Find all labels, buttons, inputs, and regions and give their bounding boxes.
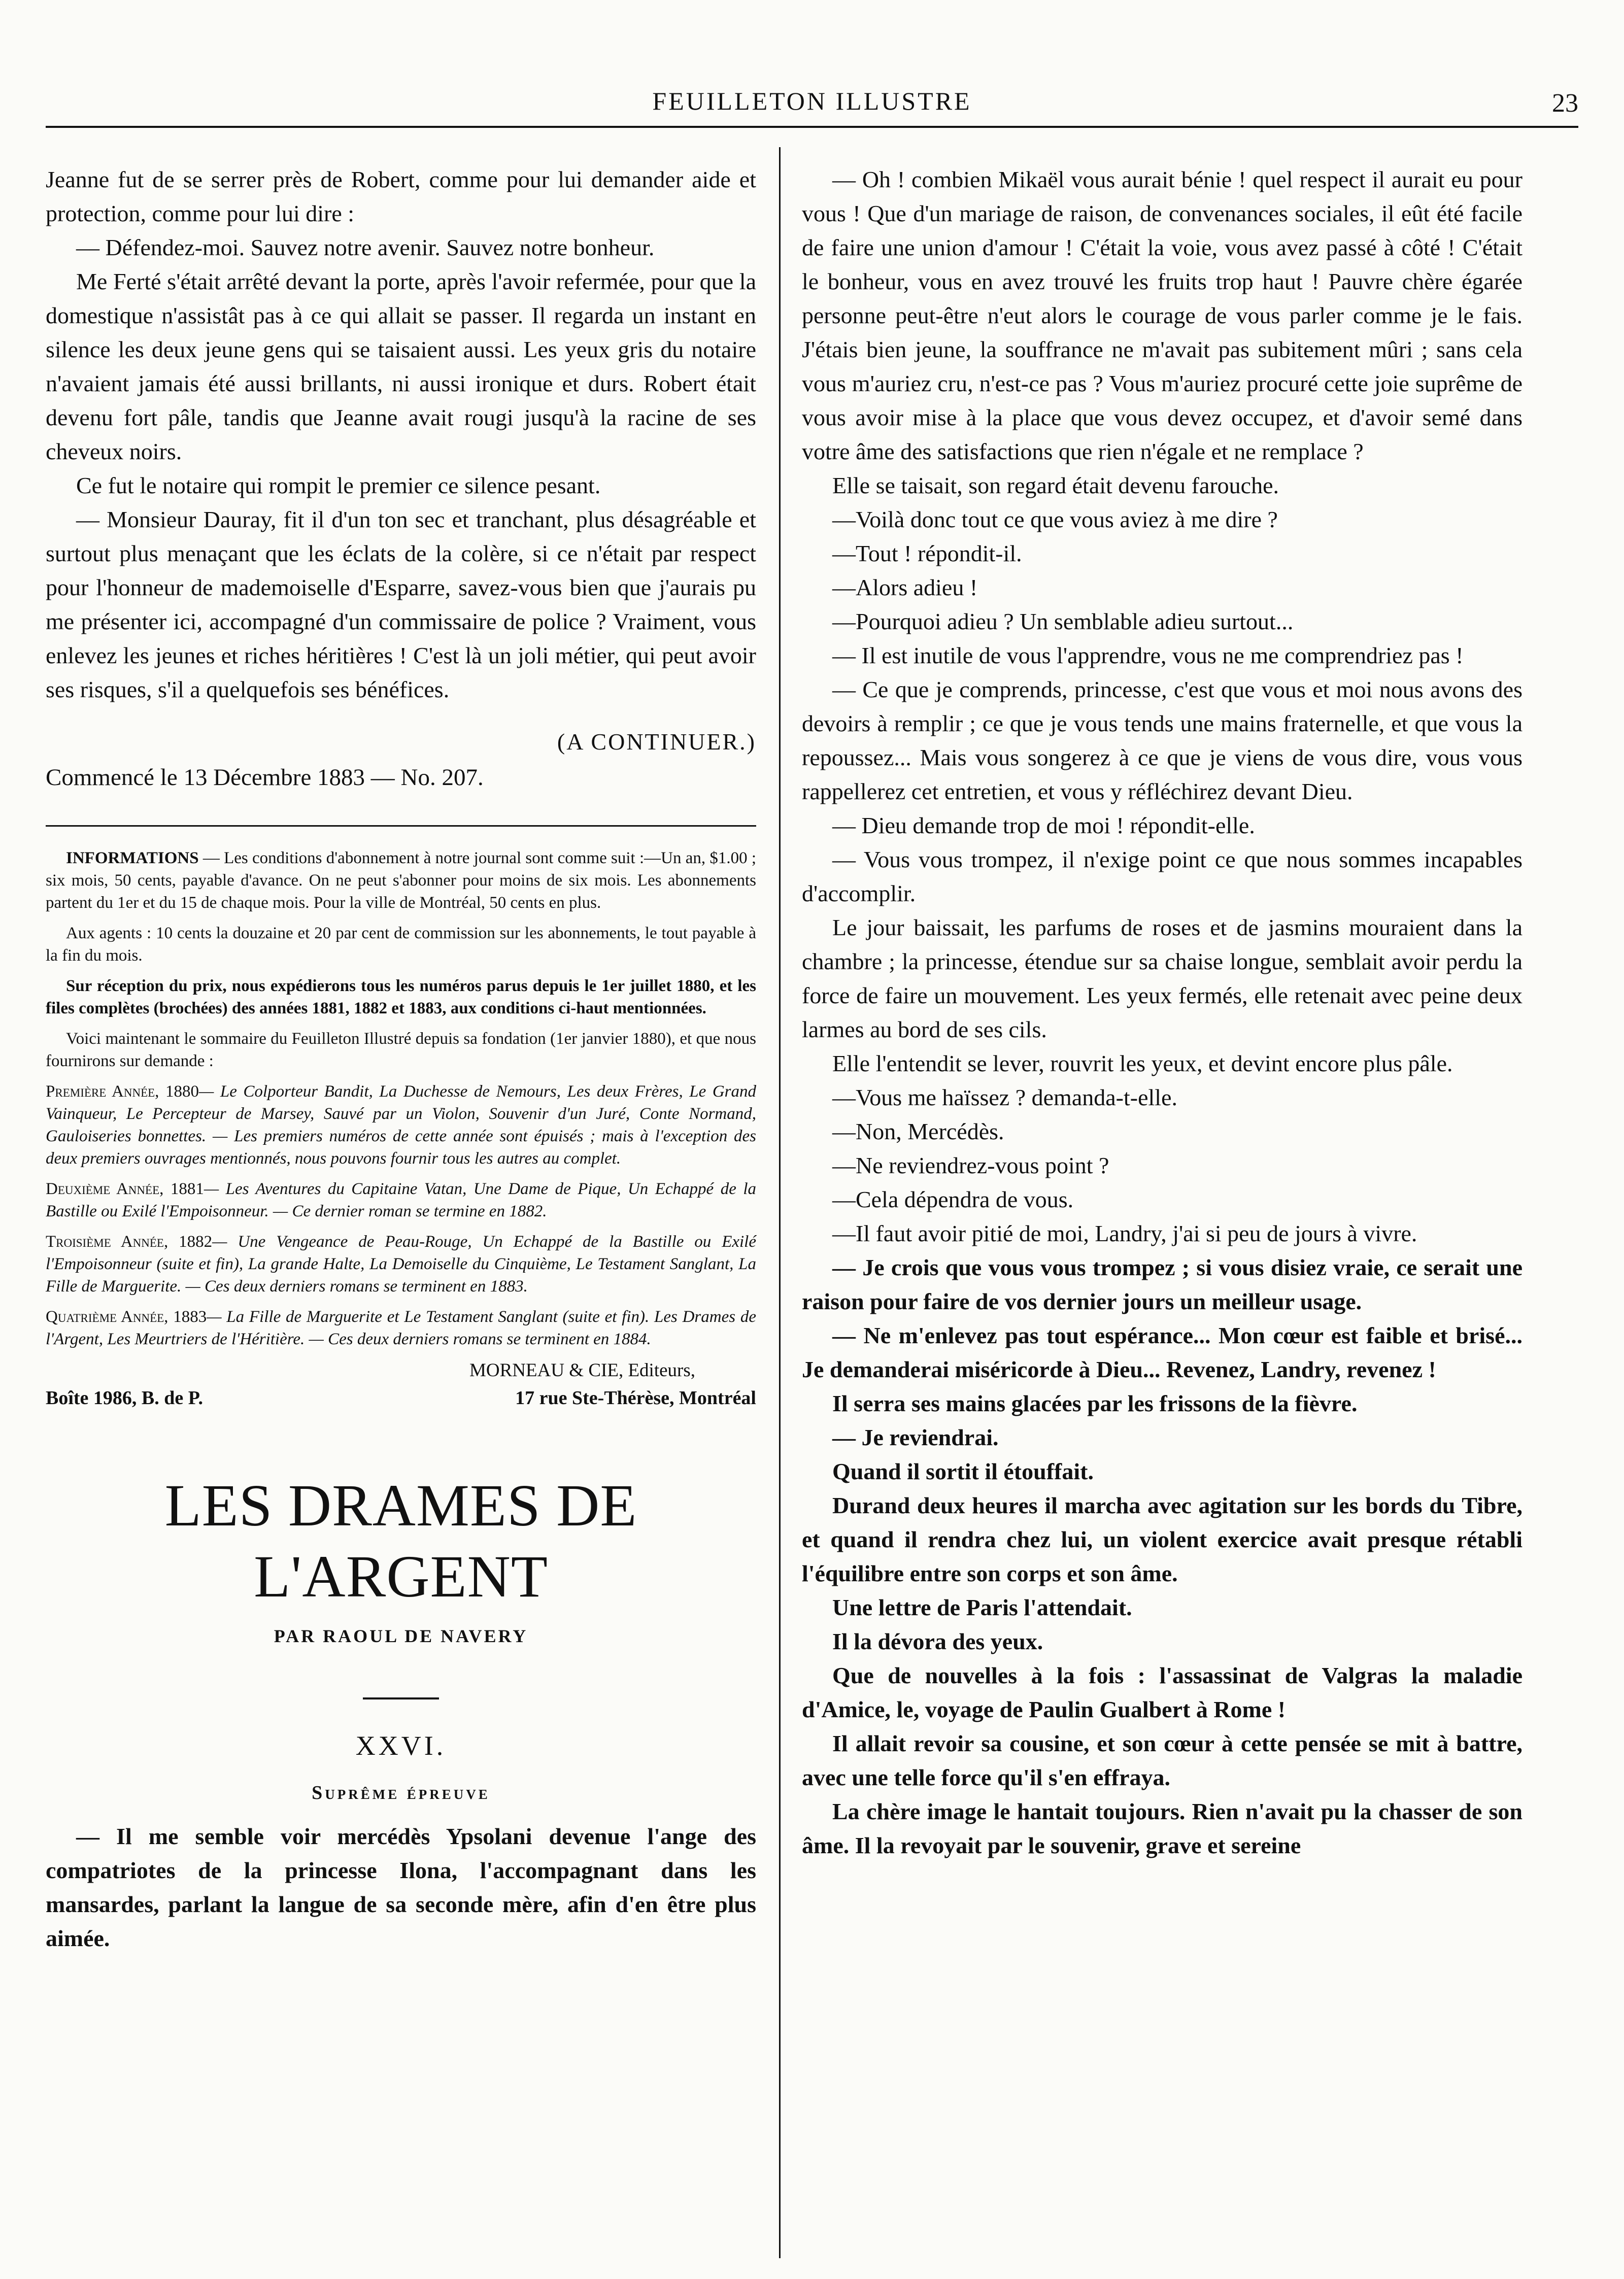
year-text: — Une Vengeance de Peau-Rouge, Un Echappé de la Bastille ou Exilé l'Empoisonneur (suite et fin), La grande Halte, La Demoiselle du Cinquième, Le Testament Sanglant, La Fille de Marguerite. — Ces deux derniers romans se terminent en 1883. xyxy=(46,1233,756,1296)
paragraph: — Je crois que vous vous trompez ; si vous disiez vraie, ce serait une raison pour faire de vos dernier jours un meilleur usage. xyxy=(802,1254,1522,1314)
year-entry xyxy=(46,1178,756,1222)
paragraph: — Oh ! combien Mikaël vous aurait bénie ! quel respect il aurait eu pour vous ! Que d'un mariage de raison, de convenances sociales, il eût été facile de faire une union d'amour ! C'était la voie, vous avez passé à côté ! C'était le bonheur, vous en avez trouvé les fruits trop haut ! Pauvre chère égarée personne peut-être n'eut alors le courage de vous parler comme je le fais. J'étais bien jeune, la souffrance ne m'avait pas subitement mûri ; sans cela vous m'auriez cru, n'est-ce pas ? Vous m'auriez procuré cette joie suprême de vous avoir mise à la place que vous devez occupez, et d'avoir semé dans votre âme des satisfactions que rien n'égale et ne remplace ? xyxy=(802,166,1522,464)
paragraph: Une lettre de Paris l'attendait. xyxy=(832,1594,1132,1620)
paragraph: —Non, Mercédès. xyxy=(832,1118,1004,1144)
year-entry xyxy=(46,1080,756,1170)
paragraph: —Pourquoi adieu ? Un semblable adieu surtout... xyxy=(832,608,1294,634)
year-text: — Les Aventures du Capitaine Vatan, Une Dame de Pique, Un Echappé de la Bastille ou Exilé l'Empoisonneur. — Ce dernier roman se termine en 1882. xyxy=(46,1180,756,1220)
header-rule xyxy=(46,126,1578,128)
paragraph: Que de nouvelles à la fois : l'assassinat de Valgras la maladie d'Amice, le, voyage de Paulin Gualbert à Rome ! xyxy=(802,1662,1522,1722)
paragraph: Durand deux heures il marcha avec agitation sur les bords du Tibre, et quand il rendra chez lui, un violent exercice avait presque rétabli l'équilibre entre son corps et son âme. xyxy=(802,1492,1522,1586)
commence-note: Commencé le 13 Décembre 1883 — No. 207. xyxy=(46,764,484,791)
year-label: Première Année, 1880 xyxy=(46,1082,199,1101)
editor-name: MORNEAU & CIE, Editeurs, xyxy=(469,1360,695,1381)
year-entry xyxy=(46,1306,756,1350)
paragraph: Me Ferté s'était arrêté devant la porte, après l'avoir refermée, pour que la domestique n'assistât pas à ce qui allait se passer. Il regarda un instant en silence les deux jeune gens qui se taisaient aussi. Les yeux gris du notaire n'avaient jamais été aussi brillants, ni aussi ironique et durs. Robert était devenu fort pâle, tandis que Jeanne avait rougi jusqu'à la racine de ses cheveux noirs. xyxy=(46,268,756,464)
paragraph: Il la dévora des yeux. xyxy=(832,1628,1043,1654)
story-title: LES DRAMES DE L'ARGENT xyxy=(164,1472,637,1610)
paragraph: —Vous me haïssez ? demanda-t-elle. xyxy=(832,1084,1177,1110)
paragraph: —Voilà donc tout ce que vous aviez à me dire ? xyxy=(832,506,1278,532)
paragraph: — Ce que je comprends, princesse, c'est que vous et moi nous avons des devoirs à remplir ; ce que je vous tends une mains fraternelle, et que vous la repoussez... Mais vous songerez à ce que je viens de vous dire, vous vous rappellerez cet entretien, et vous y réfléchirez devant Dieu. xyxy=(802,676,1522,804)
year-label: Quatrième Année, 1883 xyxy=(46,1308,207,1326)
paragraph: —Ne reviendrez-vous point ? xyxy=(832,1152,1109,1178)
paragraph: — Il est inutile de vous l'apprendre, vous ne me comprendriez pas ! xyxy=(832,642,1464,668)
paragraph: Le jour baissait, les parfums de roses et de jasmins mouraient dans la chambre ; la princesse, étendue sur sa chaise longue, semblait avoir perdu la force de faire un mouvement. Les yeux fermés, elle retenait avec peine deux larmes au bord de ses cils. xyxy=(802,914,1522,1042)
paragraph: Elle se taisait, son regard était devenu farouche. xyxy=(832,472,1279,498)
paragraph: — Monsieur Dauray, fit il d'un ton sec et tranchant, plus désagréable et surtout plus menaçant que les éclats de la colère, si ce n'était par respect pour l'honneur de mademoiselle d'Esparre, savez-vous bien que j'aurais pu me présenter ici, accompagné d'un commissaire de police ? Vraiment, vous enlevez les jeunes et riches héritières ! C'est là un joli métier, qui peut avoir ses risques, s'il a quelquefois ses bénéfices. xyxy=(46,506,756,702)
story-author: PAR RAOUL DE NAVERY xyxy=(274,1626,528,1646)
street-address: 17 rue Ste-Thérèse, Montréal xyxy=(515,1387,756,1409)
paragraph: —Cela dépendra de vous. xyxy=(832,1186,1074,1212)
paragraph: — Ne m'enlevez pas tout espérance... Mon cœur est faible et brisé... Je demanderai miséricorde à Dieu... Revenez, Landry, revenez ! xyxy=(802,1322,1522,1382)
paragraph: —Alors adieu ! xyxy=(832,574,978,600)
paragraph: —Tout ! répondit-il. xyxy=(832,540,1022,566)
year-label: Deuxième Année, 1881 xyxy=(46,1180,204,1198)
title-rule xyxy=(363,1697,439,1699)
info-reception: Sur réception du prix, nous expédierons tous les numéros parus depuis le 1er juillet 1880, et les files complètes (brochées) des années 1881, 1882 et 1883, aux conditions ci-haut mentionnées. xyxy=(46,977,756,1017)
paragraph: — Il me semble voir mercédès Ypsolani devenue l'ange des compatriotes de la princesse Ilona, l'accompagnant dans les mansardes, parlant la langue de sa seconde mère, afin d'en être plus aimée. xyxy=(46,1823,756,1951)
year-text: — La Fille de Marguerite et Le Testament Sanglant (suite et fin). Les Drames de l'Argent, Les Meurtriers de l'Héritière. — Ces deux derniers romans se terminent en 1884. xyxy=(46,1308,756,1348)
paragraph: Quand il sortit il étouffait. xyxy=(832,1458,1094,1484)
column-divider xyxy=(779,147,781,2258)
info-heading: INFORMATIONS xyxy=(66,849,199,867)
paragraph: Jeanne fut de se serrer près de Robert, comme pour lui demander aide et protection, comme pour lui dire : xyxy=(46,166,756,226)
to-be-continued: (A CONTINUER.) xyxy=(557,729,756,755)
info-summary-intro: Voici maintenant le sommaire du Feuilleton Illustré depuis sa fondation (1er janvier 1880), et que nous fournirons sur demande : xyxy=(46,1030,756,1070)
right-column xyxy=(802,162,1522,1862)
paragraph: — Défendez-moi. Sauvez notre avenir. Sauvez notre bonheur. xyxy=(76,234,655,260)
paragraph: Ce fut le notaire qui rompit le premier ce silence pesant. xyxy=(76,472,601,498)
page-header xyxy=(46,86,1578,122)
chapter-title: Suprême épreuve xyxy=(312,1782,490,1804)
chapter-number: XXVI. xyxy=(355,1730,447,1761)
page-number: 23 xyxy=(1552,89,1578,118)
section-rule xyxy=(46,825,756,827)
info-subscription-text: — Les conditions d'abonnement à notre journal sont comme suit :—Un an, $1.00 ; six mois, 50 cents, payable d'avance. On ne peut s'abonner pour moins de six mois. Les abonnements partent du 1er et du 15 de chaque mois. Pour la ville de Montréal, 50 cents en plus. xyxy=(46,849,757,912)
paragraph: Il allait revoir sa cousine, et son cœur à cette pensée se mit à battre, avec une telle force qu'il s'en effraya. xyxy=(802,1730,1522,1790)
paragraph: —Il faut avoir pitié de moi, Landry, j'ai si peu de jours à vivre. xyxy=(832,1220,1417,1246)
address-row xyxy=(46,1387,756,1409)
left-column xyxy=(46,162,756,1955)
paragraph: Elle l'entendit se lever, rouvrit les yeux, et devint encore plus pâle. xyxy=(832,1050,1453,1076)
journal-title: FEUILLETON ILLUSTRE xyxy=(652,87,972,115)
year-label: Troisième Année, 1882 xyxy=(46,1233,213,1251)
informations-block xyxy=(46,847,756,1409)
year-entry xyxy=(46,1231,756,1298)
paragraph: Il serra ses mains glacées par les frissons de la fièvre. xyxy=(832,1390,1358,1416)
info-subscription xyxy=(46,847,756,914)
paragraph: — Dieu demande trop de moi ! répondit-elle. xyxy=(832,812,1255,838)
paragraph: La chère image le hantait toujours. Rien n'avait pu la chasser de son âme. Il la revoyait par le souvenir, grave et sereine xyxy=(802,1798,1522,1858)
postal-box: Boîte 1986, B. de P. xyxy=(46,1387,203,1409)
paragraph: — Vous vous trompez, il n'exige point ce que nous sommes incapables d'accomplir. xyxy=(802,846,1522,906)
info-agents: Aux agents : 10 cents la douzaine et 20 par cent de commission sur les abonnements, le tout payable à la fin du mois. xyxy=(46,924,756,965)
paragraph: — Je reviendrai. xyxy=(832,1424,999,1450)
year-text: — Le Colporteur Bandit, La Duchesse de Nemours, Les deux Frères, Le Grand Vainqueur, Le Percepteur de Marsey, Sauvé par un Violon, Souvenir d'un Juré, Conte Normand, Gauloiseries bonnettes. — Les premiers numéros de cette année sont épuisés ; mais à l'exception des deux premiers ouvrages mentionnés, nous pouvons fournir tous les autres au complet. xyxy=(46,1082,756,1168)
